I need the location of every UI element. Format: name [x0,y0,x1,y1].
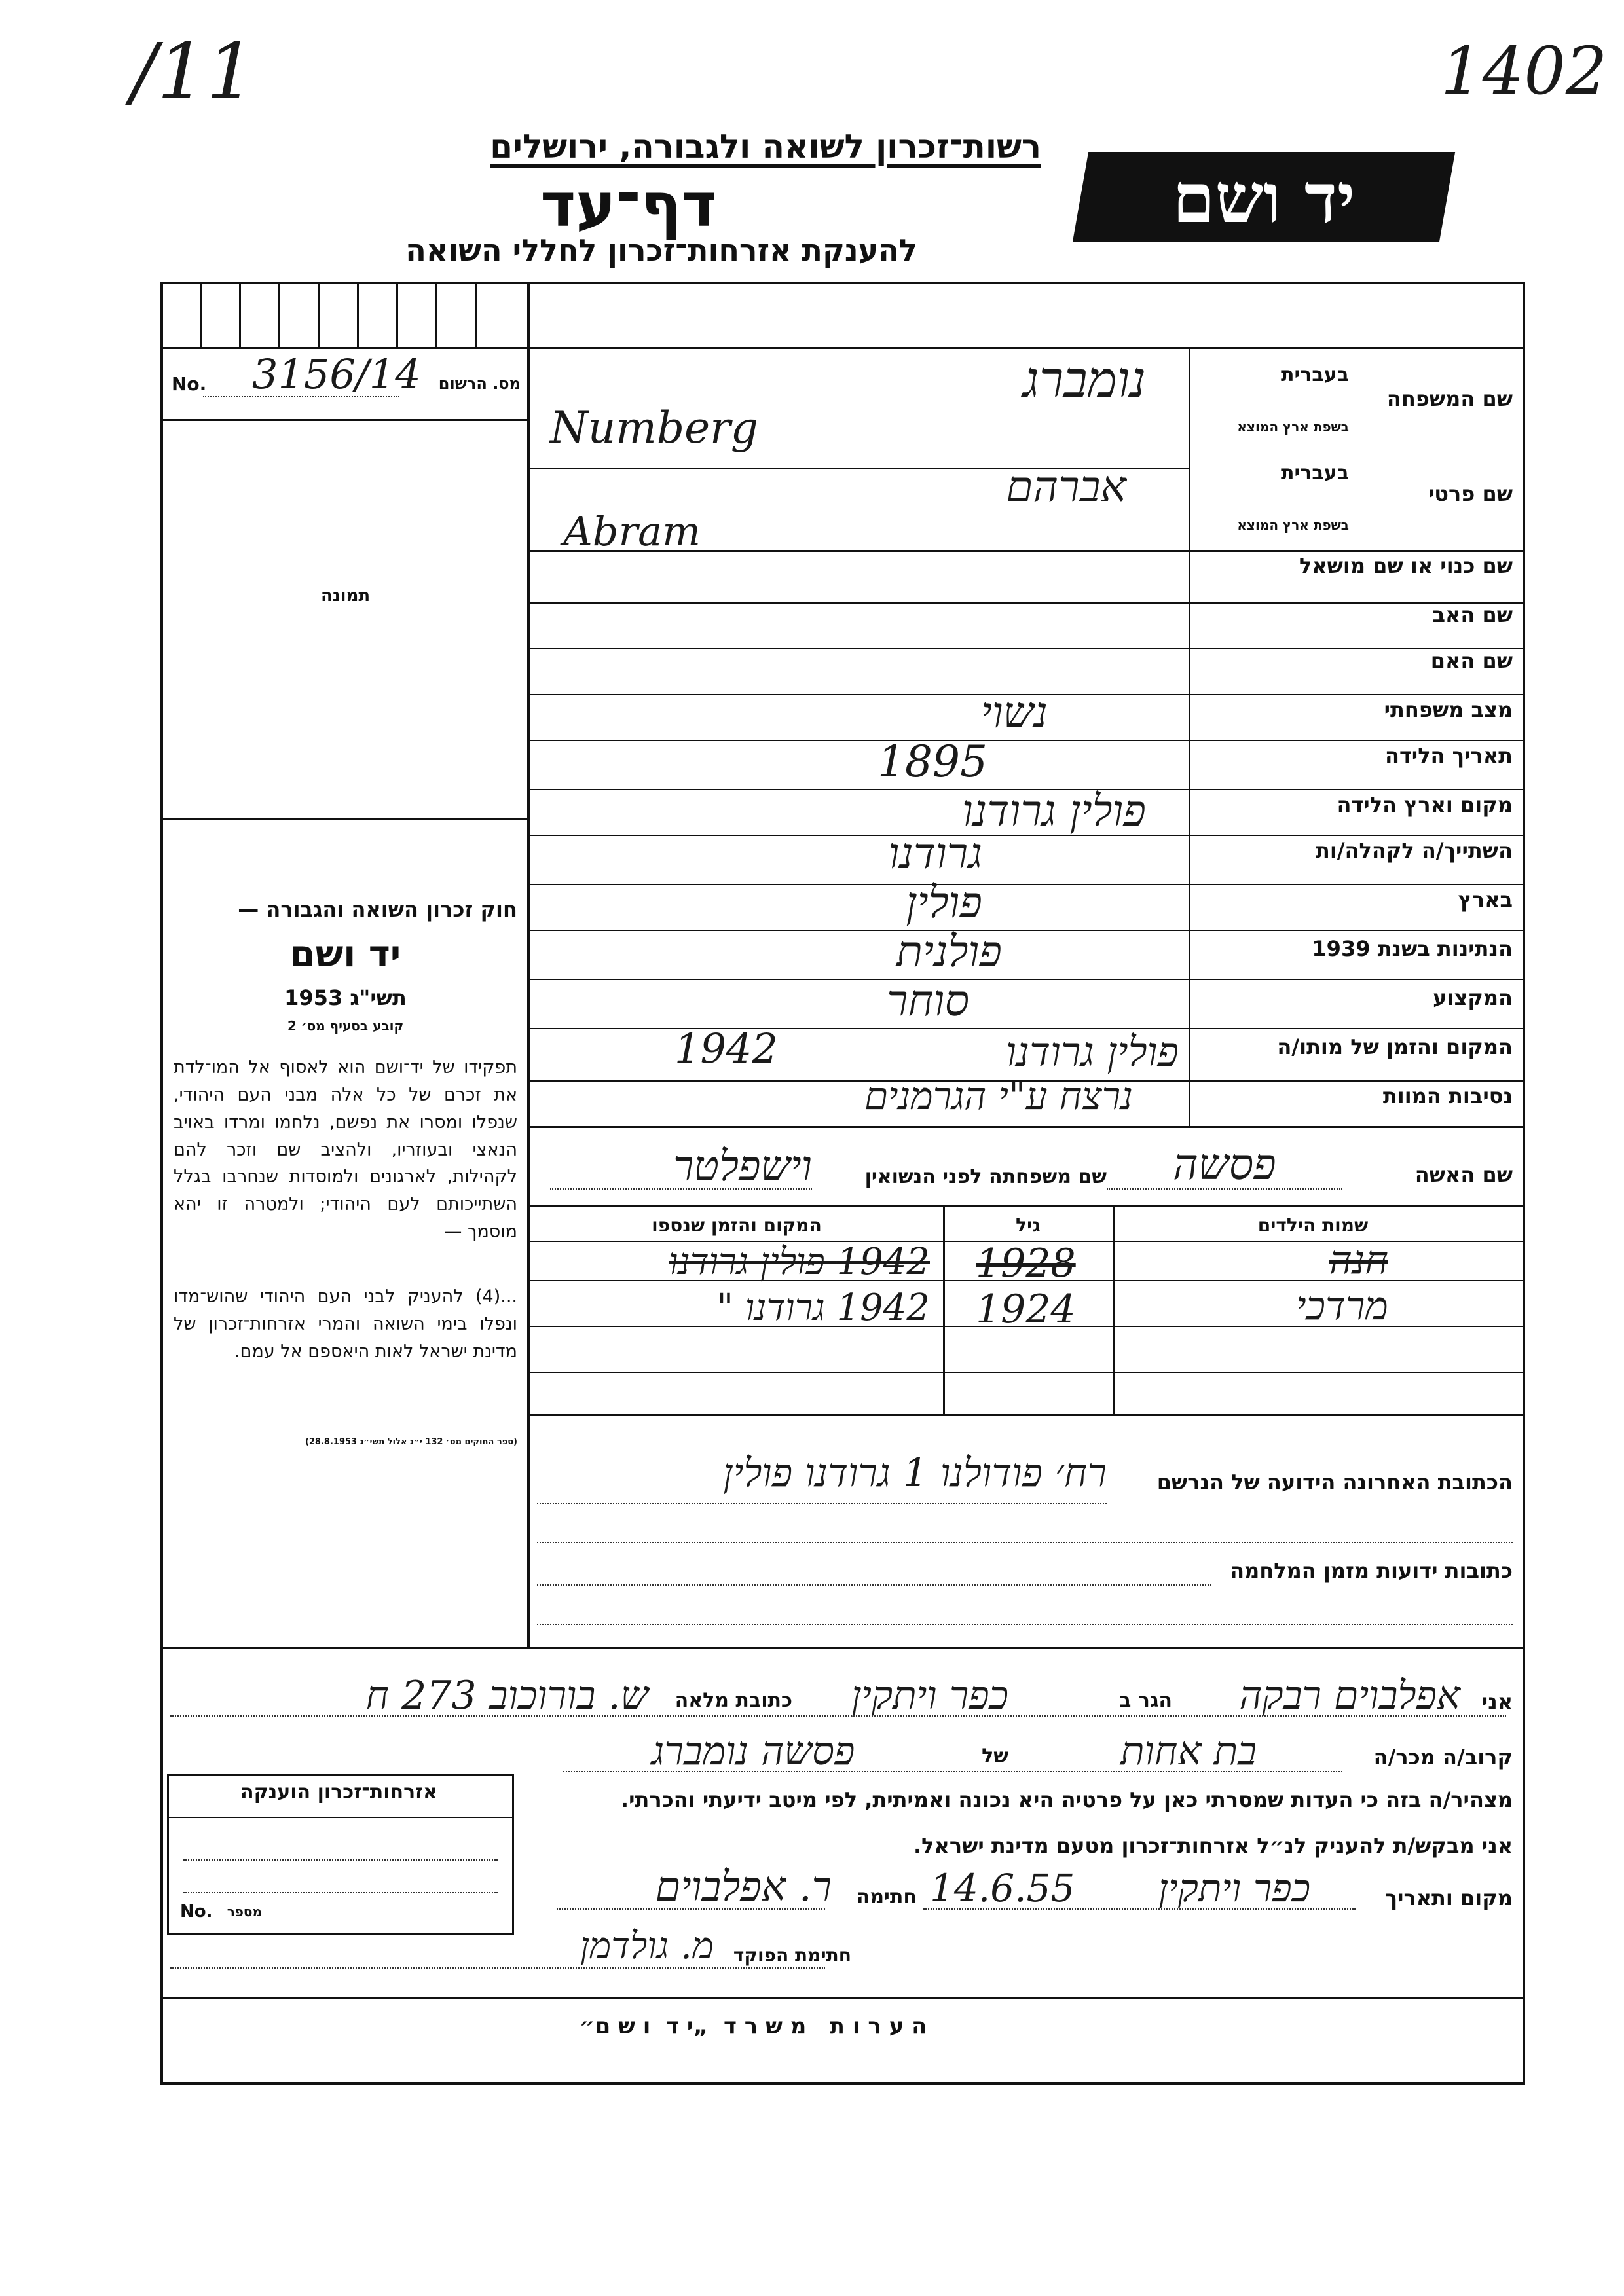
first-name-origin-label: בשפת ארץ המוצא [1237,517,1349,533]
resides-value: כפר ויתקין [851,1673,1009,1719]
marital-value: נשוי [980,687,1048,738]
full-address-value: ש. בורוכוב 273 ח [365,1673,648,1719]
birth-date-label: תאריך הלידה [1384,743,1513,768]
declarant-label: אני [1481,1689,1513,1714]
wife-maiden-label: שם משפחתה לפני הנשואין [864,1165,1107,1188]
family-name-heb-label: בעברית [1281,363,1349,386]
last-address-value: רח׳ פודולנו 1 גרודנו פולין [723,1450,1107,1496]
law-clause: קובע בסעיף מס׳ 2 [287,1018,404,1034]
family-name-label: שם המשפחה [1386,386,1513,411]
last-address-label: הכתובת האחרונה הידועה של הנרשם [1156,1470,1513,1495]
death-cause-label: נסיבות המוות [1382,1084,1513,1108]
left-column-divider [527,282,530,1647]
first-name-label: שם פרטי [1428,481,1513,506]
death-cause-value: נרצח ע"י הגרמנים [864,1074,1133,1118]
place-date-label: מקום ותאריך [1385,1886,1513,1910]
first-name-heb-value: אברהם [1006,462,1126,512]
wartime-address-label: כתובות ידועות מזמן המלחמה [1230,1558,1513,1583]
declaration-statement-1: מצהיר/ה בזה כי העדות שמסרתי כאן על פרטיה היא נכונה ואמיתית, לפי מיטב ידיעתי והכרתי. [620,1787,1513,1812]
official-signature-value: מ. גולדמן [580,1925,714,1967]
frame-right [1522,282,1525,2082]
remarks-label: ה ע ר ו ת מ ש ר ד „י ד ו ש ם״ [579,2013,927,2039]
form-title: דף־עד [540,170,717,240]
law-source: (ספר החוקים מס׳ 132 י״ג אלול תשי״ג 28.8.1953) [304,1437,517,1447]
child-1-name: חנה [1329,1237,1388,1283]
relative-value: בת אחות [1120,1728,1257,1774]
box-no-label: No. [180,1902,213,1922]
date-value: 14.6.55 [930,1866,1075,1910]
first-name-heb-label: בעברית [1281,462,1349,484]
relative-label: קרוב/ה מכר/ה [1373,1745,1513,1770]
children-col-age: גיל [1016,1214,1041,1236]
death-place-label: המקום והזמן של מותו/ה [1277,1034,1513,1059]
signature-value: ר. אפלבוים [655,1863,832,1910]
label-column-divider [1189,347,1190,1126]
child-1-place: 1942 פולין גרודנו [669,1241,930,1283]
citizenship-value: פולנית [896,926,1002,977]
profession-label: המקצוע [1433,985,1513,1010]
wife-value: פסשה [1173,1139,1276,1190]
top-right-mark: 1402 [1441,33,1608,109]
country-label: בארץ [1458,887,1513,912]
community-label: השתייך/ה לקהלה/ות [1315,838,1513,863]
community-value: גרודנו [888,828,982,879]
father-label: שם האב [1432,602,1513,627]
law-year: תשי"ג 1953 [284,985,407,1010]
registration-label: מס. הרשום [438,374,521,393]
family-name-latin-value: Numberg [550,403,758,453]
tick-row-line [160,347,1525,349]
official-signature-label: חתימת הפוקד [733,1944,851,1966]
family-name-heb-value: נומברג [1022,350,1146,409]
top-left-mark: /11 [131,26,255,117]
child-1-age: 1928 [976,1241,1076,1286]
box-number-label: מספר [227,1904,262,1920]
authority-title: רשות־זכרון לשואה ולגבורה, ירושלים [490,128,1041,166]
declaration-statement-2: אני מבקש/ת להעניק לנ״ל אזרחות־זכרון מטעם מדינת ישראל. [913,1833,1513,1858]
resides-label: הגר ב [1119,1689,1172,1712]
declarant-value: אפלבוים רבקה [1239,1673,1460,1719]
children-col-names: שמות הילדים [1257,1214,1369,1236]
birth-date-value: 1895 [877,737,987,787]
logo-text: יד ושם [1172,158,1356,238]
marital-label: מצב משפחתי [1384,697,1513,722]
children-col-place: המקום והזמן שנספו [652,1214,822,1236]
birth-place-label: מקום וארץ הלידה [1337,792,1513,817]
country-value: פולין [906,877,982,928]
law-heading: חוק זכרון השואה והגבורה — [238,897,517,922]
frame-top [160,282,1525,284]
wife-label: שם האשה [1414,1162,1513,1187]
death-place-value: פולין גרודנו [1006,1028,1179,1076]
citizenship-awarded-title: אזרחות־זכרון הוענקה [240,1781,438,1804]
wife-maiden-value: וישפלטר [673,1142,812,1191]
first-name-latin-value: Abram [563,507,701,555]
of-value: פסשה נומברג [651,1728,855,1774]
citizenship-label: הנתינות בשנת 1939 [1312,936,1513,961]
death-year-value: 1942 [674,1025,778,1072]
family-name-origin-label: בשפת ארץ המוצא [1237,419,1349,435]
nickname-label: שם כנוי או שם מושאל [1299,553,1513,578]
law-paragraph-2: ...(4) להעניק לבני העם היהודי שהוש־מדו ונפלו בימי השואה והמרי אזרחות־זכרון של מדינת ישראל לאות היאספם אל עמם. [174,1286,517,1362]
child-2-place: 1942 גרודנו " [716,1286,930,1329]
registration-no-label: No. [172,373,207,395]
frame-bottom [160,2082,1525,2085]
law-paragraph-1: תפקידו של יד־ושם הוא לאסוף אל המו־לדת את זכרם של כל אלה מבני העם היהודי, שנפלו ומסרו את נפשם, נלחמו ומרדו באויב הנאצי ובעוזריו, ולהציב שם וזכר להם לקהילות, לארגונים ולמוסדות שנחרבו בגלל השתייכותם לעם היהודי; ולמטרה זו יהא מוסמך — [174,1057,517,1243]
frame-left [160,282,163,2082]
of-label: של [982,1745,1008,1768]
mother-label: שם האם [1430,648,1513,673]
child-2-name: מרדכי [1295,1283,1388,1329]
form-subtitle: להענקת אזרחות־זכרון לחללי השואה [405,232,917,268]
full-address-label: כתובת מלאה [674,1689,792,1712]
photo-label: תמונה [321,586,371,606]
profession-value: סוחר [887,975,969,1026]
birth-place-value: פולין גרודנו [962,786,1146,836]
child-2-age: 1924 [976,1286,1076,1332]
signature-label: חתימה [856,1886,917,1908]
law-name: יד ושם [289,933,401,975]
registration-number: 3156/14 [252,350,421,398]
place-value: כפר ויתקין [1158,1866,1311,1910]
